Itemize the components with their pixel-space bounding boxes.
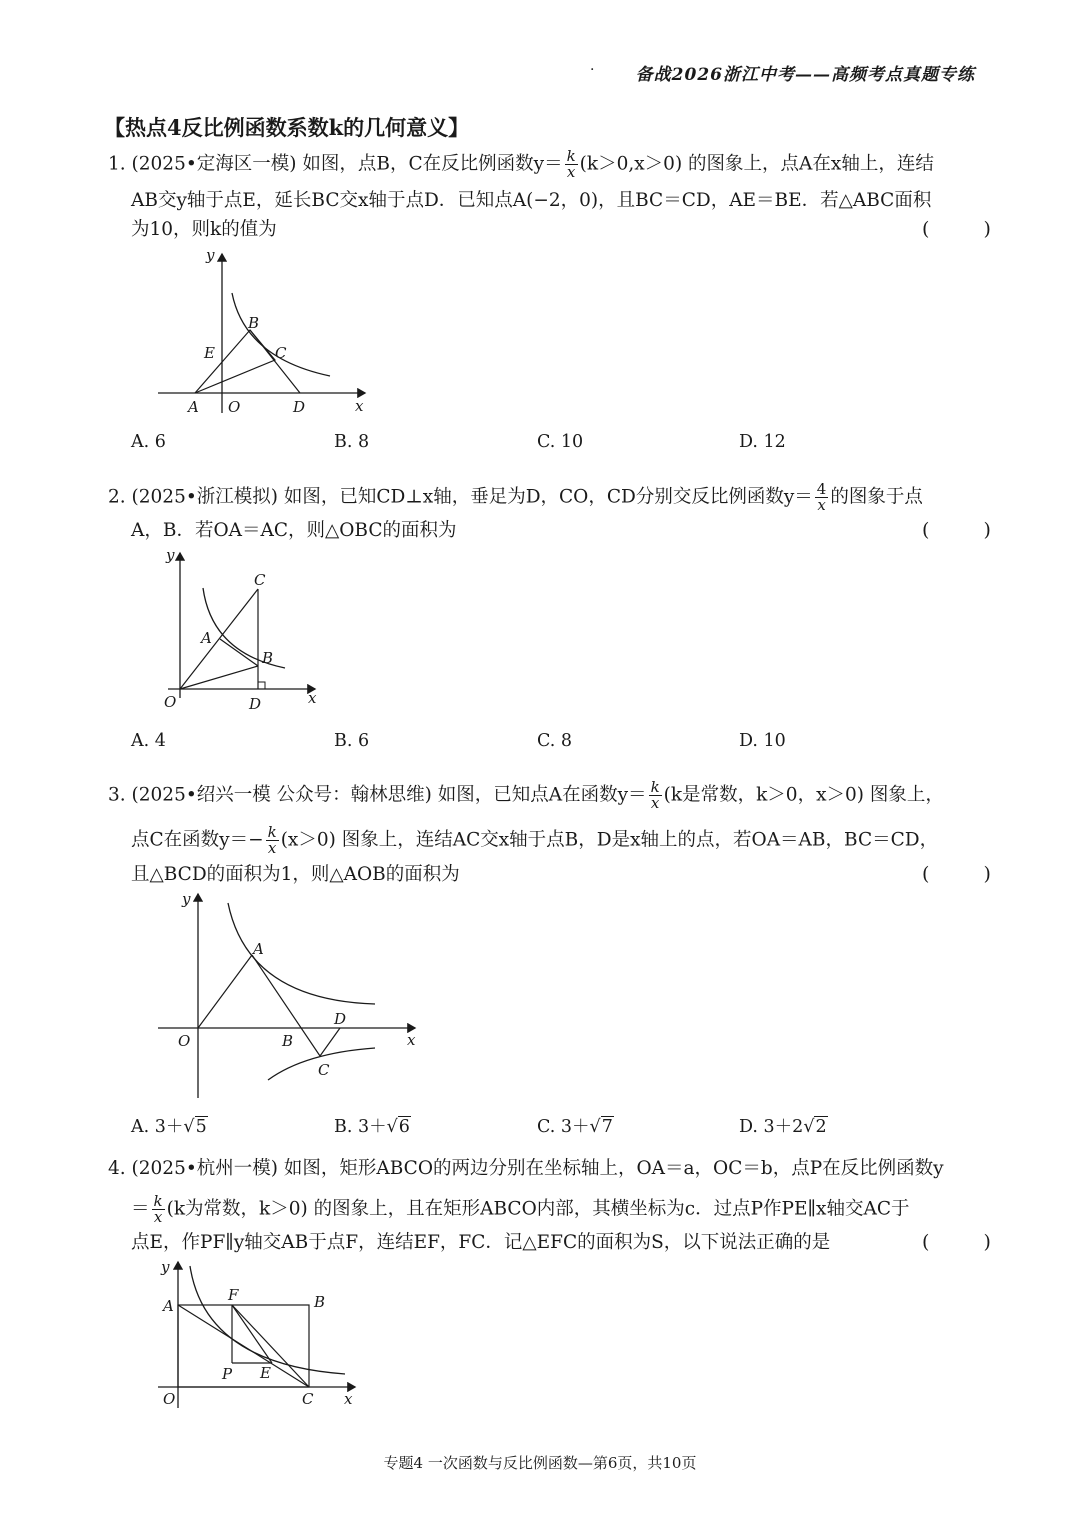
q3-label-B: B <box>282 1032 294 1050</box>
q3-text-2a: 点C在函数y＝− <box>131 829 264 851</box>
header-dot: · <box>590 62 595 78</box>
q3-label-A: A <box>253 940 264 958</box>
q3-line-3: 且△BCD的面积为1，则△AOB的面积为 <box>131 864 460 885</box>
q2-right-angle <box>258 682 265 689</box>
q3-number: 3. <box>108 784 126 806</box>
q3-frac2-num: k <box>267 823 277 841</box>
q3-answer-paren: ( ) <box>922 863 1015 885</box>
q3-option-a-root: 5 <box>195 1117 207 1137</box>
q3-option-b-prefix: B. 3＋ <box>334 1117 387 1137</box>
q3-label-O: O <box>178 1032 191 1050</box>
q4-fraction <box>152 1194 165 1225</box>
q3-option-b-root: 6 <box>398 1117 410 1137</box>
q3-option-d-root: 2 <box>815 1117 827 1137</box>
q2-figure <box>150 543 330 713</box>
q2-label-C: C <box>254 571 266 589</box>
q4-number: 4. <box>108 1158 126 1179</box>
q4-frac-num: k <box>153 1192 163 1210</box>
q3-option-b[interactable]: B. 3＋√6 <box>334 1117 410 1137</box>
q3-frac2-den: x <box>267 839 277 857</box>
q3-label-y: y <box>182 890 191 908</box>
q1-fraction <box>565 149 578 180</box>
q4-line-fe <box>232 1305 272 1363</box>
q2-label-O: O <box>164 693 177 711</box>
q3-fraction-2 <box>266 825 279 856</box>
q3-option-a-prefix: A. 3＋ <box>131 1117 184 1137</box>
q2-fraction <box>815 482 829 513</box>
q3-figure <box>150 888 430 1103</box>
q1-answer-paren: ( ) <box>922 218 1015 240</box>
q2-frac-den: x <box>817 496 826 514</box>
q2-answer-paren: ( ) <box>922 519 1015 541</box>
q4-label-F: F <box>228 1286 239 1304</box>
q3-option-d-prefix: D. 3＋ <box>739 1117 793 1137</box>
q2-label-y: y <box>166 546 175 564</box>
q1-option-d[interactable]: D. 12 <box>739 432 786 452</box>
q2-line-2: A，B．若OA＝AC，则△OBC的面积为 <box>131 520 457 541</box>
q1-label-y: y <box>206 248 215 264</box>
q2-line-ab <box>220 639 258 666</box>
q1-frac-num: k <box>566 147 576 165</box>
q3-line-oa <box>198 955 252 1028</box>
q2-text-a: 如图，已知CD⊥x轴，垂足为D，CO，CD分别交反比例函数y＝ <box>283 486 813 508</box>
q3-label-D: D <box>334 1010 347 1028</box>
q2-option-b[interactable]: B. 6 <box>334 731 370 751</box>
q2-line-oc <box>180 589 258 689</box>
q2-label-A: A <box>201 629 212 647</box>
q3-fraction <box>649 780 662 811</box>
q2-line-ob <box>180 666 258 689</box>
q4-figure <box>150 1256 370 1411</box>
q4-label-A: A <box>163 1297 174 1315</box>
q1-label-D: D <box>293 398 306 416</box>
q3-option-c-prefix: C. 3＋ <box>537 1117 590 1137</box>
q4-frac-den: x <box>153 1208 163 1226</box>
q3-text-b: (k是常数，k＞0，x＞0) 图象上， <box>663 784 944 806</box>
q1-line-2: AB交y轴于点E，延长BC交x轴于点D．已知点A(−2，0)，且BC＝CD，AE＝BE．若△ABC面积 <box>131 190 932 211</box>
q1-frac-den: x <box>566 163 576 181</box>
q1-source: (2025•定海区一模) <box>131 153 297 175</box>
page-footer: 专题4 一次函数与反比例函数—第6页，共10页 <box>383 1454 697 1472</box>
q4-source: (2025•杭州一模) <box>131 1158 278 1179</box>
page-header: 备战2026浙江中考——高频考点真题专练 <box>635 65 975 85</box>
q4-line-2 <box>131 1194 910 1225</box>
q2-source: (2025•浙江模拟) <box>131 486 278 508</box>
q4-text-2b: (k为常数，k＞0) 的图象上，且在矩形ABCO内部，其横坐标为c．过点P作PE∥x轴交AC于 <box>166 1198 910 1220</box>
q3-option-c[interactable]: C. 3＋√7 <box>537 1117 613 1137</box>
q2-label-B: B <box>262 649 274 667</box>
q4-text-1: 如图，矩形ABCO的两边分别在坐标轴上，OA＝a，OC＝b，点P在反比例函数y <box>283 1158 944 1179</box>
q4-answer-paren: ( ) <box>922 1231 1015 1253</box>
q1-label-A: A <box>188 398 199 416</box>
q4-label-P: P <box>222 1365 233 1383</box>
q2-text-b: 的图象于点 <box>830 486 923 508</box>
q2-number: 2. <box>108 486 126 508</box>
q3-line-1 <box>108 780 944 811</box>
q3-line-2 <box>131 825 938 856</box>
q1-label-C: C <box>275 344 287 362</box>
q3-hyperbola-upper <box>228 903 375 1004</box>
q1-line-3: 为10，则k的值为 <box>131 219 277 240</box>
q1-option-a[interactable]: A. 6 <box>131 432 166 452</box>
q2-label-x: x <box>308 689 317 707</box>
q3-option-a[interactable]: A. 3＋√5 <box>131 1117 207 1137</box>
q3-text-2b: (x＞0) 图象上，连结AC交x轴于点B，D是x轴上的点，若OA＝AB，BC＝CD， <box>280 829 939 851</box>
q2-line-1 <box>108 482 923 513</box>
q3-option-c-root: 7 <box>601 1117 613 1137</box>
q3-source: (2025•绍兴一模 公众号：翰林思维) <box>131 784 432 806</box>
q4-label-x: x <box>344 1390 353 1408</box>
q4-label-O: O <box>163 1390 176 1408</box>
q2-option-c[interactable]: C. 8 <box>537 731 573 751</box>
q4-label-y: y <box>161 1258 170 1276</box>
q1-label-x: x <box>355 397 364 415</box>
q3-option-d[interactable]: D. 3＋2√2 <box>739 1117 827 1137</box>
q4-label-B: B <box>314 1293 326 1311</box>
q1-text-a: 如图，点B，C在反比例函数y＝ <box>302 153 563 175</box>
q3-text-a: 如图，已知点A在函数y＝ <box>437 784 647 806</box>
q3-option-d-coef: 2 <box>792 1117 804 1137</box>
q3-label-C: C <box>318 1061 330 1079</box>
q1-label-E: E <box>204 344 215 362</box>
q2-label-D: D <box>249 695 262 713</box>
q1-label-B: B <box>248 314 260 332</box>
q1-option-c[interactable]: C. 10 <box>537 432 584 452</box>
q1-text-b: (k＞0,x＞0) 的图象上，点A在x轴上，连结 <box>579 153 934 175</box>
q3-line-cd <box>320 1028 340 1056</box>
q3-label-x: x <box>407 1031 416 1049</box>
q1-line-1 <box>108 149 934 180</box>
q1-option-b[interactable]: B. 8 <box>334 432 370 452</box>
q4-line-1 <box>108 1157 944 1181</box>
q4-hyperbola <box>190 1266 345 1374</box>
q1-label-O: O <box>228 398 241 416</box>
q1-figure <box>150 248 380 420</box>
q2-option-d[interactable]: D. 10 <box>739 731 786 751</box>
q4-line-3: 点E，作PF∥y轴交AB于点F，连结EF，FC．记△EFC的面积为S，以下说法正确的是 <box>131 1232 831 1253</box>
q1-number: 1. <box>108 153 126 175</box>
q4-label-E: E <box>260 1364 271 1382</box>
section-title: 【热点4反比例函数系数k的几何意义】 <box>104 115 470 140</box>
q3-frac-den: x <box>650 794 660 812</box>
q2-frac-num: 4 <box>816 480 827 498</box>
q4-label-C: C <box>302 1390 314 1408</box>
q3-frac-num: k <box>650 778 660 796</box>
q2-option-a[interactable]: A. 4 <box>131 731 166 751</box>
q4-text-2a: ＝ <box>131 1198 150 1220</box>
